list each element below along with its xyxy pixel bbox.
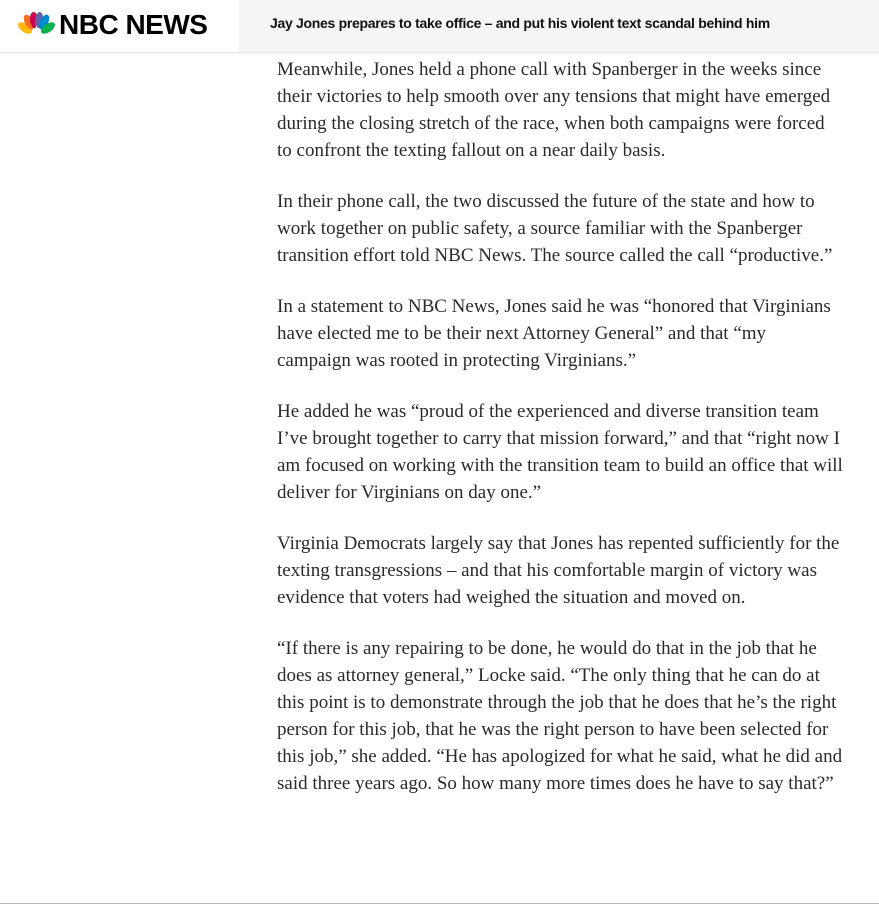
site-header [0,0,879,53]
article-paragraph: “If there is any repairing to be done, he would do that in the job that he does as attorney general,” Locke said. “The only thing that he can do at this point is to demonstrate through the job that he does that he’s the right person for this job, that he was the right person to have been selected for this job,” she added. “He has apologized for what he said, what he did and said three years ago. So how many more times does he have to say that?” [277,638,843,794]
article-paragraph: He added he was “proud of the experienced and diverse transition team I’ve brought together to carry that mission forward,” and that “right now I am focused on working with the transition team to build an office that will deliver for Virginians on day one.” [277,401,843,503]
headline-bar [239,0,879,52]
article-paragraph: In a statement to NBC News, Jones said he was “honored that Virginians have elected me to be their next Attorney General” and that “my campaign was rooted in protecting Virginians.” [277,296,831,371]
article-paragraph: Meanwhile, Jones held a phone call with Spanberger in the weeks since their victories to help smooth over any tensions that might have emerged during the closing stretch of the race, when both campaigns were forced to confront the texting fallout on a near daily basis. [277,59,831,161]
nbc-news-logo[interactable] [0,0,240,52]
brand-name: NBC NEWS [59,9,208,40]
article-headline[interactable]: Jay Jones prepares to take office – and put his violent text scandal behind him [270,15,770,31]
nbc-peacock-icon [17,12,55,38]
article-paragraph: In their phone call, the two discussed the future of the state and how to work together on public safety, a source familiar with the Spanberger transition effort told NBC News. The source called the call “productive.” [277,191,833,266]
article-paragraph: Virginia Democrats largely say that Jones has repented sufficiently for the texting transgressions – and that his comfortable margin of victory was evidence that voters had weighed the situation and moved on. [277,533,840,608]
article-body [277,56,843,821]
page-divider [0,903,879,904]
